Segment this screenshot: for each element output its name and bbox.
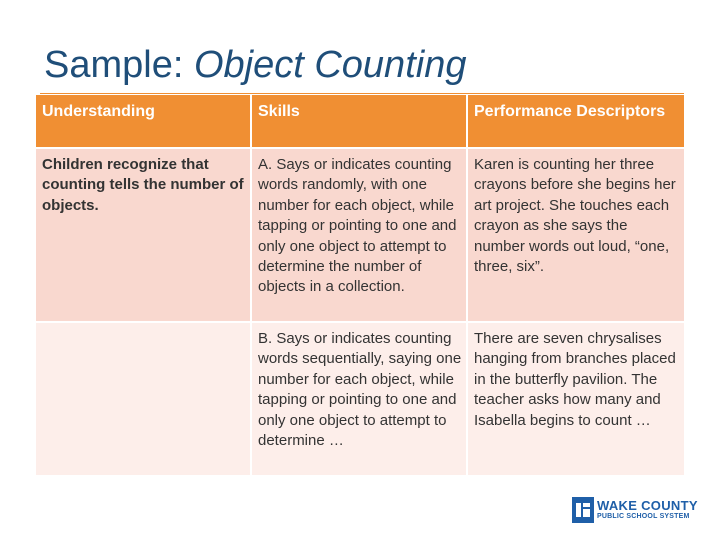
cell-understanding <box>36 323 252 475</box>
cell-descriptor: There are seven chrysalises hanging from branches placed in the butterfly pavilion. The teacher asks how many and Isabella begins to count … <box>468 323 684 475</box>
cell-skill: B. Says or indicates counting words sequentially, saying one number for each object, while tapping or pointing to one and only one object to attempt to determine … <box>252 323 468 475</box>
header-performance-descriptors: Performance Descriptors <box>468 95 684 149</box>
title-divider <box>40 93 684 94</box>
logo-line2: PUBLIC SCHOOL SYSTEM <box>597 513 690 520</box>
cell-skill: A. Says or indicates counting words randomly, with one number for each object, while tapping or pointing to one and only one object to attempt to determine the number of objects in a collection. <box>252 149 468 323</box>
cell-understanding: Children recognize that counting tells the number of objects. <box>36 149 252 323</box>
rubric-table <box>36 95 684 475</box>
table-header-row <box>36 95 684 149</box>
cell-descriptor: Karen is counting her three crayons before she begins her art project. She touches each crayon as she says the number words out loud, “one, three, six”. <box>468 149 684 323</box>
header-skills: Skills <box>252 95 468 149</box>
slide-title-plain: Sample: <box>44 44 194 86</box>
header-understanding: Understanding <box>36 95 252 149</box>
table-row <box>36 149 684 323</box>
slide-title-italic: Object Counting <box>193 44 467 86</box>
slide-title <box>44 44 466 87</box>
wcpss-logo-icon <box>572 497 594 523</box>
wake-county-logo <box>572 497 698 523</box>
logo-line1: WAKE COUNTY <box>597 498 698 513</box>
table-row <box>36 323 684 475</box>
